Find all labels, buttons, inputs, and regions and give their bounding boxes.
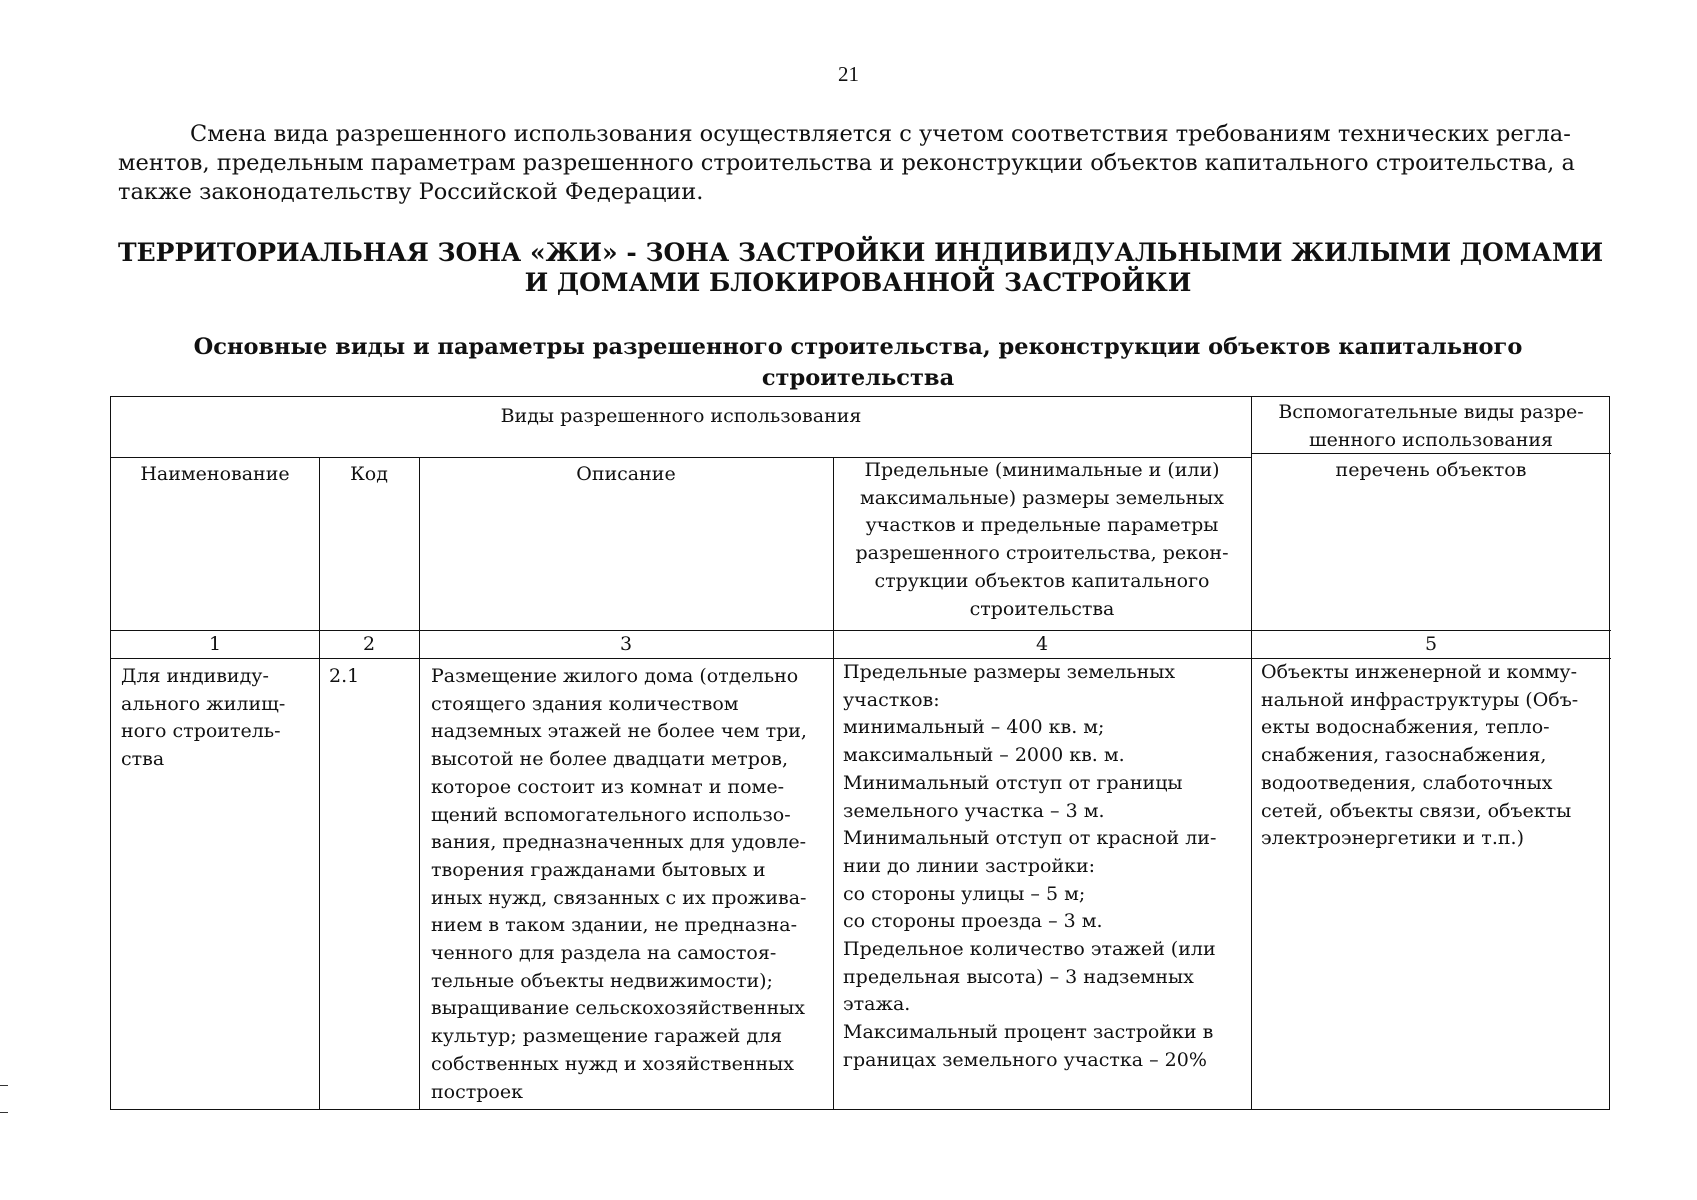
column-number: 2 [362,633,376,655]
cell-line: нием в таком здании, не предназна- [431,914,798,937]
intro-line: также законодательству Российской Федерации. [118,179,704,205]
cell-line: стоящего здания количеством [431,692,739,715]
column-number: 3 [619,633,633,655]
cell-line: этажа. [843,993,911,1016]
group-header-main: Виды разрешенного использования [500,405,862,427]
row-limits [843,659,1249,1075]
cell-line: границах земельного участка – 20% [843,1048,1207,1071]
column-header-objects: перечень объектов [1335,459,1527,481]
margin-mark [0,1112,8,1113]
cell-line: снабжения, газоснабжения, [1261,744,1547,767]
cell-line: со стороны улицы – 5 м; [843,882,1086,905]
cell-line: выращивание сельскохозяйственных [431,997,805,1020]
column-header-code: Код [350,463,388,485]
header-line: разрешенного строительства, рекон- [855,542,1229,565]
cell-line: ченного для раздела на самостоя- [431,942,777,965]
intro-paragraph [118,120,1598,207]
column-number: 1 [208,633,222,655]
cell-line: тельные объекты недвижимости); [431,969,773,992]
margin-mark [0,1085,8,1086]
cell-line: которое состоит из комнат и поме- [431,775,784,798]
table-title-line: строительства [761,365,955,391]
row-name [121,663,317,774]
cell-line: Предельные размеры земельных [843,661,1176,683]
header-line: строительства [969,597,1115,620]
intro-line: ментов, предельным параметрам разрешенного строительства и реконструкции объектов капитального строительства, а [118,150,1575,176]
column-number: 4 [1035,633,1049,655]
cell-line: щений вспомогательного использо- [431,803,791,826]
column-header-description: Описание [576,463,676,485]
cell-line: собственных нужд и хозяйственных [431,1052,795,1075]
cell-line: ального жилищ- [121,692,286,715]
cell-line: максимальный – 2000 кв. м. [843,744,1125,767]
cell-line: Предельное количество этажей (или [843,938,1216,961]
column-number: 5 [1424,633,1438,655]
cell-line: водоотведения, слаботочных [1261,771,1553,794]
header-line: шенного использования [1308,428,1554,451]
column-header-limits [833,457,1251,623]
cell-line: со стороны проезда – 3 м. [843,910,1103,933]
zone-title [118,238,1604,298]
column-header-name: Наименование [140,463,290,485]
row-code: 2.1 [329,665,360,687]
cell-line: земельного участка – 3 м. [843,799,1105,822]
cell-line: культур; размещение гаражей для [431,1025,783,1048]
cell-line: Объекты инженерной и комму- [1261,661,1577,683]
header-line: Вспомогательные виды разре- [1278,401,1584,423]
cell-line: екты водоснабжения, тепло- [1261,716,1550,739]
zone-title-line: И ДОМАМИ БЛОКИРОВАННОЙ ЗАСТРОЙКИ [524,268,1192,297]
intro-line: Смена вида разрешенного использования осуществляется с учетом соответствия требованиям технических регла- [190,121,1571,147]
group-header-auxiliary [1251,399,1611,454]
header-line: максимальные) размеры земельных [859,486,1225,509]
row-description [431,663,831,1106]
cell-line: нальной инфраструктуры (Объ- [1261,688,1579,711]
cell-line: электроэнергетики и т.п.) [1261,827,1524,850]
table-rule [1251,397,1252,1109]
cell-line: вания, предназначенных для удовле- [431,831,807,854]
cell-line: построек [431,1080,523,1103]
table-title [118,332,1598,394]
cell-line: Максимальный процент застройки в [843,1021,1214,1044]
cell-line: нии до линии застройки: [843,854,1096,877]
header-line: Предельные (минимальные и (или) [864,459,1220,481]
table-rule [319,457,320,1109]
cell-line: Для индивиду- [121,665,269,687]
cell-line: предельная высота) – 3 надземных [843,965,1194,988]
cell-line: творения гражданами бытовых и [431,858,766,881]
cell-line: высотой не более двадцати метров, [431,748,789,771]
cell-line: сетей, объекты связи, объекты [1261,799,1572,822]
zone-title-line: ТЕРРИТОРИАЛЬНАЯ ЗОНА «ЖИ» - ЗОНА ЗАСТРОЙКИ ИНДИВИДУАЛЬНЫМИ ЖИЛЫМИ ДОМАМИ [118,238,1604,267]
cell-line: иных нужд, связанных с их прожива- [431,886,807,909]
page-number: 21 [838,62,859,86]
header-line: струкции объектов капитального [874,569,1210,592]
cell-line: Размещение жилого дома (отдельно [431,665,799,687]
row-objects [1261,659,1609,853]
cell-line: ства [121,748,165,771]
cell-line: участков: [843,688,940,711]
header-line: участков и предельные параметры [865,514,1219,537]
cell-line: надземных этажей не более чем три, [431,720,807,743]
cell-line: минимальный – 400 кв. м; [843,716,1105,739]
table-title-line: Основные виды и параметры разрешенного строительства, реконструкции объектов капитального [193,334,1523,360]
cell-line: Минимальный отступ от красной ли- [843,827,1217,850]
cell-line: Минимальный отступ от границы [843,771,1183,794]
table-rule [419,457,420,1109]
zoning-table [110,396,1610,1110]
cell-line: ного строитель- [121,720,281,743]
